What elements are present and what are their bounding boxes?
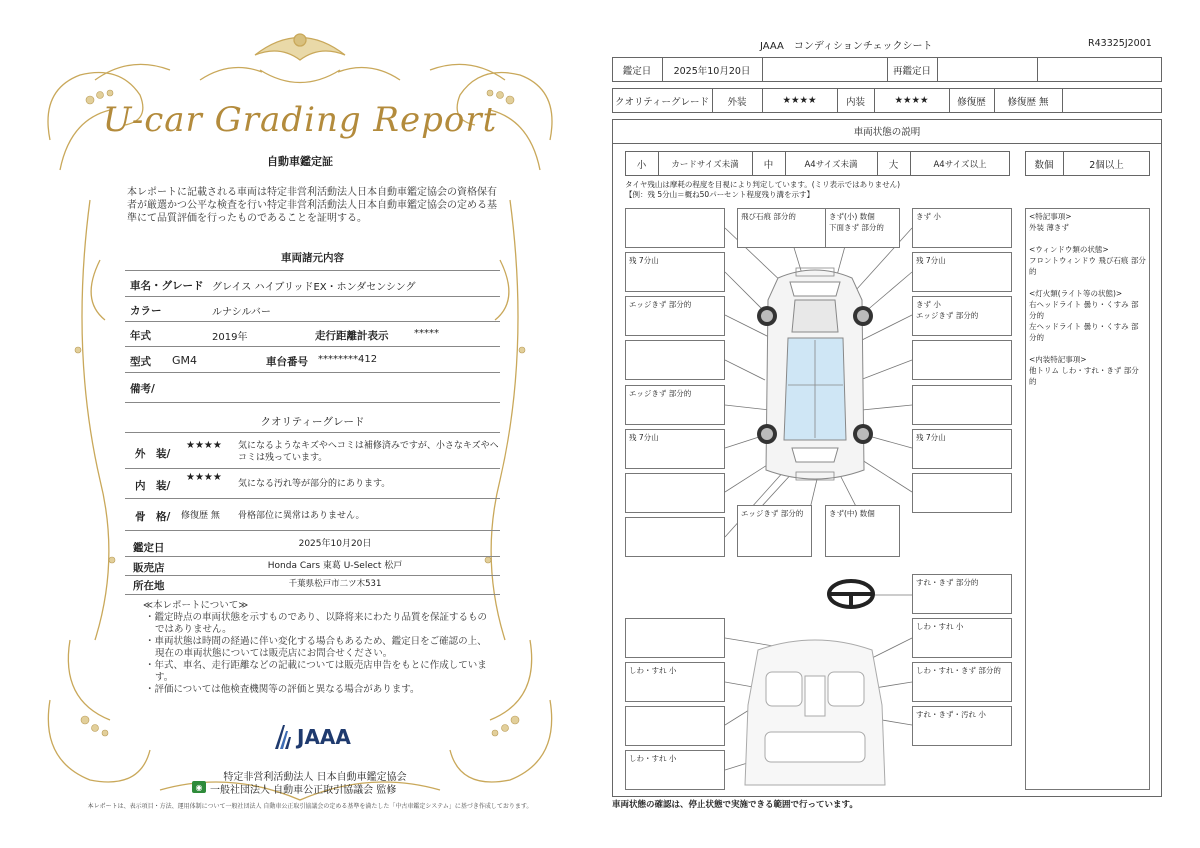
color-label: カラー: [130, 305, 162, 317]
divider: [125, 432, 500, 433]
callout-right-front-tire: 残 7分山: [912, 252, 1012, 292]
callout-box: [912, 340, 1012, 380]
callout-rear-scratch: きず(中) 数個: [825, 505, 900, 557]
interior-label: 内 装/: [135, 480, 171, 492]
name-label: 車名・グレード: [130, 280, 204, 292]
certificate-footer: 本レポートは、表示項目・方法、運用体制について一般社団法人 自動車公正取引協議会の定める基準を満たした「中古車鑑定システム」に基づき作成しております。: [87, 803, 533, 810]
frame-history: 修復歴 無: [181, 511, 220, 521]
count-value: 2個以上: [1089, 159, 1124, 171]
exterior-stars: ★★★★: [186, 440, 222, 451]
divider: [125, 270, 500, 271]
callout-front-scratch: きず(小) 数個 下面きず 部分的: [825, 208, 900, 248]
callout-left-front-tire: 残 7分山: [625, 252, 725, 292]
callout-box: [625, 208, 725, 248]
condition-check-sheet: [600, 0, 1200, 848]
note-item: ・車両状態は時間の経過に伴い変化する場合もあるため、鑑定日をご確認の上、現在の車両状態については販売店にお問合せください。: [145, 636, 487, 659]
certificate-intro: 本レポートに記載される車両は特定非営利活動法人日本自動車鑑定協会の資格保有者が厳選かつ公平な検査を行い特定非営利活動法人日本自動車鑑定協会の定める基準にて品質評価を行ったものであることを証明する。: [127, 187, 497, 224]
quality-heading: クオリティーグレード: [260, 416, 365, 428]
callout-int-right-1: しわ・すれ 小: [912, 618, 1012, 658]
repair-value: 修復歴 無: [1007, 96, 1049, 108]
callout-right-rear-tire: 残 7分山: [912, 429, 1012, 469]
date-label: 鑑定日: [133, 542, 165, 554]
int-label: 内装: [845, 96, 865, 108]
tire-note: タイヤ残山は摩耗の程度を目視により判定しています。(ミリ表示ではありません): [625, 180, 901, 189]
divider: [125, 372, 500, 373]
certificate-title: U-car Grading Report: [102, 100, 498, 140]
callout-box: [625, 618, 725, 658]
ext-stars: ★★★★: [782, 95, 817, 106]
divider: [125, 498, 500, 499]
tire-note-example: 【例：残 5分山＝概ね50パーセント程度残り溝を示す】: [625, 190, 815, 199]
sheet-footer-note: 車両状態の確認は、停止状態で実施できる範囲で行っています。: [612, 800, 858, 810]
legend-large: 大: [888, 159, 899, 171]
callout-int-right-3: すれ・きず・汚れ 小: [912, 706, 1012, 746]
callout-left-edge: エッジきず 部分的: [625, 296, 725, 336]
dealer-value: Honda Cars 東葛 U-Select 松戸: [267, 561, 403, 571]
sheet-code: R43325J2001: [1088, 38, 1152, 49]
color-value: ルナシルバー: [212, 307, 271, 318]
callout-right-front-scratch: きず 小: [912, 208, 1012, 248]
status-heading: 車両状態の説明: [853, 127, 921, 138]
callout-right-edge: きず 小 エッジきず 部分的: [912, 296, 1012, 336]
model-value: GM4: [172, 354, 198, 367]
divider: [125, 346, 500, 347]
legend-medium: 中: [763, 159, 774, 171]
divider: [125, 575, 500, 576]
callout-box: [625, 340, 725, 380]
address-value: 千葉県松戸市二ツ木531: [288, 579, 382, 589]
exterior-label: 外 装/: [135, 448, 171, 460]
date-value: 2025年10月20日: [673, 65, 751, 77]
divider: [125, 402, 500, 403]
callout-box: [625, 706, 725, 746]
jaaa-logo-text: JAAA: [297, 725, 351, 749]
callout-left-rear-tire: 残 7分山: [625, 429, 725, 469]
callout-left-edge-2: エッジきず 部分的: [625, 385, 725, 425]
int-stars: ★★★★: [894, 95, 929, 106]
note-item: ・年式、車名、走行距離などの記載については販売店申告をもとに作成しています。: [145, 660, 487, 683]
exterior-text: 気になるようなキズやヘコミは補修済みですが、小さなキズやヘコミは残っています。: [238, 441, 499, 463]
count-label: 数個: [1034, 159, 1054, 171]
legend-small-desc: カードサイズ未満: [671, 159, 739, 170]
divider: [125, 530, 500, 531]
reappraisal-label: 再鑑定日: [892, 65, 931, 77]
year-value: 2019年: [212, 332, 248, 343]
jaaa-logo: [272, 722, 362, 752]
certificate-subtitle: 自動車鑑定証: [267, 155, 333, 168]
callout-box: [912, 473, 1012, 513]
callout-box: [625, 473, 725, 513]
interior-stars: ★★★★: [186, 472, 222, 483]
notes-title: ≪本レポートについて≫: [143, 600, 249, 611]
frame-text: 骨格部位に異常はありません。: [238, 511, 365, 521]
steering-wheel-icon: [829, 581, 873, 607]
frame-label: 骨 格/: [135, 511, 171, 523]
callout-int-left-2: しわ・すれ 小: [625, 750, 725, 790]
grade-label: クオリティーグレード: [614, 96, 710, 108]
chassis-value: ********412: [318, 354, 378, 365]
divider: [125, 296, 500, 297]
callout-front-stone: 飛び石痕 部分的: [737, 208, 837, 248]
address-label: 所在地: [133, 580, 165, 592]
divider: [125, 468, 500, 469]
notes-section: [143, 600, 493, 696]
date-value: 2025年10月20日: [298, 539, 372, 549]
divider: [125, 594, 500, 595]
sheet-title: JAAA コンディションチェックシート: [760, 41, 933, 52]
callout-box: [912, 385, 1012, 425]
year-label: 年式: [130, 330, 151, 342]
model-label: 型式: [130, 356, 151, 368]
specs-heading: 車両諸元内容: [281, 252, 344, 264]
interior-text: 気になる汚れ等が部分的にあります。: [238, 479, 391, 489]
ext-label: 外装: [727, 96, 747, 108]
name-value: グレイス ハイブリッドEX・ホンダセンシング: [212, 282, 416, 293]
org-supervision: 一般社団法人 自動車公正取引協議会 監修: [210, 785, 397, 796]
divider: [125, 321, 500, 322]
jaaa-emblem-icon: [272, 723, 294, 751]
note-item: ・鑑定時点の車両状態を示すものであり、以降将来にわたり品質を保証するものではありません。: [145, 612, 488, 635]
mileage-label: 走行距離計表示: [315, 330, 389, 342]
special-notes: <特記事項> 外装 薄きず <ウィンドウ類の状態> フロントウィンドウ 飛び石痕 部分的 <灯火類(ライト等の状態)> 右ヘッドライト 曇り・くすみ 部分的 左ヘッドライト 曇り・くすみ 部分的 <内装特記事項> 他トリム しわ・すれ・きず 部分的: [1025, 208, 1150, 790]
mileage-value: *****: [414, 328, 439, 339]
callout-rear-edge: エッジきず 部分的: [737, 505, 812, 557]
remarks-label: 備考/: [130, 383, 155, 395]
date-label: 鑑定日: [622, 65, 652, 77]
legend-medium-desc: A4サイズ未満: [804, 159, 858, 170]
callout-steering: すれ・きず 部分的: [912, 574, 1012, 614]
dealer-label: 販売店: [133, 562, 165, 574]
callout-int-left-1: しわ・すれ 小: [625, 662, 725, 702]
legend-large-desc: A4サイズ以上: [933, 159, 987, 170]
chassis-label: 車台番号: [266, 356, 308, 368]
legend-small: 小: [636, 159, 647, 171]
divider: [125, 556, 500, 557]
org-name: 特定非営利活動法人 日本自動車鑑定協会: [223, 772, 407, 783]
repair-label: 修復歴: [957, 96, 986, 108]
note-item: ・評価については他検査機関等の評価と異なる場合があります。: [145, 684, 420, 695]
callout-int-right-2: しわ・すれ・きず 部分的: [912, 662, 1012, 702]
fair-trade-icon: ◉: [192, 781, 206, 793]
callout-box: [625, 517, 725, 557]
